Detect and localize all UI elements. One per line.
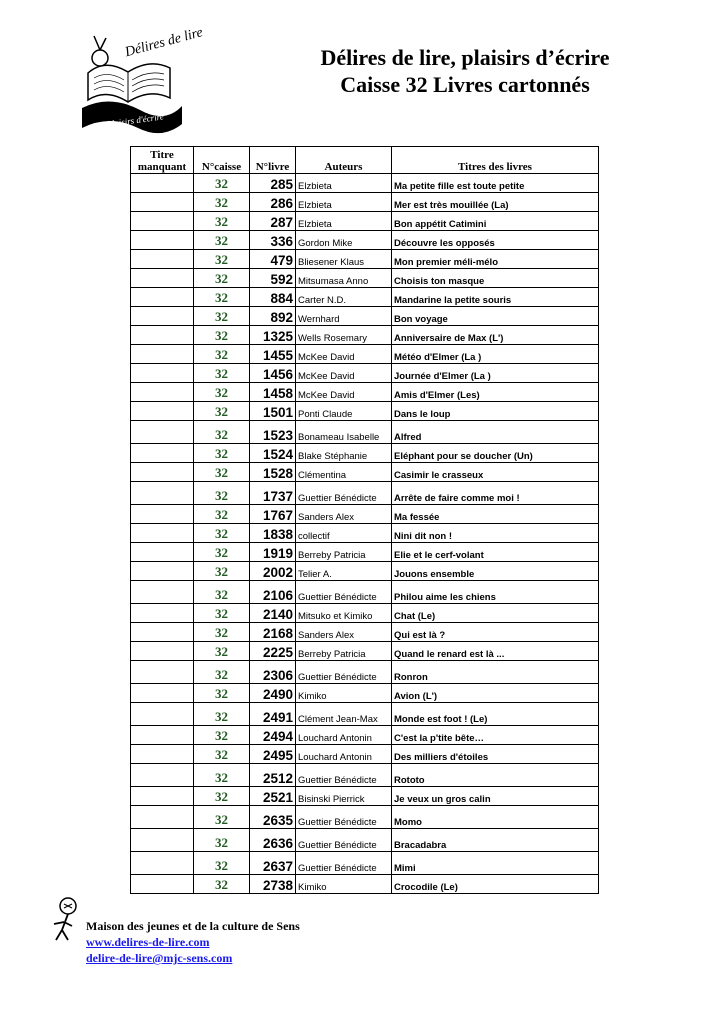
books-table [130, 146, 599, 894]
auteur-cell: Bisinski Pierrick [296, 787, 392, 806]
caisse-cell: 32 [194, 212, 250, 231]
titre-manquant-cell [131, 581, 194, 604]
table-row [131, 326, 599, 345]
titre-cell: Des milliers d'étoiles [392, 745, 599, 764]
table-row [131, 829, 599, 852]
delires-de-lire-logo [70, 25, 205, 138]
caisse-cell: 32 [194, 543, 250, 562]
caisse-cell: 32 [194, 482, 250, 505]
titre-cell: Momo [392, 806, 599, 829]
auteur-cell: Elzbieta [296, 174, 392, 193]
auteur-cell: Sanders Alex [296, 623, 392, 642]
caisse-cell: 32 [194, 684, 250, 703]
titre-manquant-cell [131, 402, 194, 421]
titre-cell: Casimir le crasseux [392, 463, 599, 482]
livre-number-cell: 2491 [250, 703, 296, 726]
titre-cell: Crocodile (Le) [392, 875, 599, 894]
caisse-cell: 32 [194, 642, 250, 661]
livre-number-cell: 2002 [250, 562, 296, 581]
livre-number-cell: 1501 [250, 402, 296, 421]
titre-cell: Nini dit non ! [392, 524, 599, 543]
table-row [131, 764, 599, 787]
titre-manquant-cell [131, 269, 194, 288]
livre-number-cell: 2636 [250, 829, 296, 852]
livre-number-cell: 336 [250, 231, 296, 250]
mjc-mascot-icon [50, 896, 80, 944]
titre-manquant-cell [131, 726, 194, 745]
table-row [131, 193, 599, 212]
footer [86, 918, 300, 966]
titre-manquant-cell [131, 444, 194, 463]
titre-manquant-cell [131, 852, 194, 875]
titre-manquant-cell [131, 193, 194, 212]
caisse-cell: 32 [194, 581, 250, 604]
livre-number-cell: 2140 [250, 604, 296, 623]
livre-number-cell: 2106 [250, 581, 296, 604]
caisse-cell: 32 [194, 806, 250, 829]
footer-website-link[interactable]: www.delires-de-lire.com [86, 935, 210, 949]
auteur-cell: Guettier Bénédicte [296, 829, 392, 852]
auteur-cell: Louchard Antonin [296, 726, 392, 745]
caisse-cell: 32 [194, 604, 250, 623]
table-row [131, 745, 599, 764]
auteur-cell: Elzbieta [296, 212, 392, 231]
auteur-cell: Clément Jean-Max [296, 703, 392, 726]
titre-manquant-cell [131, 524, 194, 543]
auteur-cell: Guettier Bénédicte [296, 806, 392, 829]
auteur-cell: Telier A. [296, 562, 392, 581]
table-row [131, 505, 599, 524]
header-titre-manquant: Titre manquant [131, 147, 194, 174]
caisse-cell: 32 [194, 852, 250, 875]
titre-manquant-cell [131, 875, 194, 894]
table-body [131, 174, 599, 894]
table-row [131, 726, 599, 745]
auteur-cell: collectif [296, 524, 392, 543]
auteur-cell: Blake Stéphanie [296, 444, 392, 463]
livre-number-cell: 479 [250, 250, 296, 269]
caisse-cell: 32 [194, 875, 250, 894]
table-row [131, 623, 599, 642]
caisse-cell: 32 [194, 174, 250, 193]
table-row [131, 402, 599, 421]
titre-cell: Quand le renard est là ... [392, 642, 599, 661]
auteur-cell: Berreby Patricia [296, 642, 392, 661]
table-row [131, 463, 599, 482]
titre-cell: Jouons ensemble [392, 562, 599, 581]
titre-manquant-cell [131, 212, 194, 231]
livre-number-cell: 2490 [250, 684, 296, 703]
titre-cell: Bon appétit Catimini [392, 212, 599, 231]
caisse-cell: 32 [194, 524, 250, 543]
caisse-cell: 32 [194, 307, 250, 326]
titre-manquant-cell [131, 787, 194, 806]
table-row [131, 703, 599, 726]
livre-number-cell: 2635 [250, 806, 296, 829]
table-row [131, 524, 599, 543]
livre-number-cell: 2494 [250, 726, 296, 745]
livre-number-cell: 592 [250, 269, 296, 288]
titre-cell: Elie et le cerf-volant [392, 543, 599, 562]
titre-cell: Mon premier méli-mélo [392, 250, 599, 269]
auteur-cell: Wernhard [296, 307, 392, 326]
table-row [131, 684, 599, 703]
livre-number-cell: 2738 [250, 875, 296, 894]
auteur-cell: Louchard Antonin [296, 745, 392, 764]
auteur-cell: Kimiko [296, 875, 392, 894]
titre-cell: Avion (L') [392, 684, 599, 703]
table-row [131, 212, 599, 231]
titre-cell: Monde est foot ! (Le) [392, 703, 599, 726]
table-row [131, 661, 599, 684]
titre-manquant-cell [131, 661, 194, 684]
caisse-cell: 32 [194, 562, 250, 581]
titre-cell: Chat (Le) [392, 604, 599, 623]
titre-cell: Alfred [392, 421, 599, 444]
caisse-cell: 32 [194, 269, 250, 288]
auteur-cell: Bonameau Isabelle [296, 421, 392, 444]
header-livre: N°livre [250, 147, 296, 174]
caisse-cell: 32 [194, 345, 250, 364]
livre-number-cell: 1325 [250, 326, 296, 345]
table-row [131, 383, 599, 402]
titre-cell: Ma fessée [392, 505, 599, 524]
table-row [131, 307, 599, 326]
header-titres: Titres des livres [392, 147, 599, 174]
table-row [131, 806, 599, 829]
titre-manquant-cell [131, 463, 194, 482]
livre-number-cell: 2512 [250, 764, 296, 787]
caisse-cell: 32 [194, 231, 250, 250]
caisse-cell: 32 [194, 787, 250, 806]
titre-manquant-cell [131, 345, 194, 364]
titre-manquant-cell [131, 703, 194, 726]
titre-manquant-cell [131, 745, 194, 764]
auteur-cell: Guettier Bénédicte [296, 852, 392, 875]
titre-cell: Météo d'Elmer (La ) [392, 345, 599, 364]
caisse-cell: 32 [194, 829, 250, 852]
auteur-cell: Wells Rosemary [296, 326, 392, 345]
titre-manquant-cell [131, 684, 194, 703]
table-row [131, 604, 599, 623]
table-row [131, 787, 599, 806]
page-title [250, 44, 680, 98]
livre-number-cell: 1523 [250, 421, 296, 444]
titre-manquant-cell [131, 231, 194, 250]
titre-manquant-cell [131, 604, 194, 623]
titre-cell: Anniversaire de Max (L') [392, 326, 599, 345]
titre-cell: Mandarine la petite souris [392, 288, 599, 307]
titre-cell: C'est la p'tite bête… [392, 726, 599, 745]
table-row [131, 364, 599, 383]
table-row [131, 174, 599, 193]
table-row [131, 875, 599, 894]
auteur-cell: Guettier Bénédicte [296, 764, 392, 787]
titre-manquant-cell [131, 250, 194, 269]
auteur-cell: Guettier Bénédicte [296, 482, 392, 505]
titre-cell: Qui est là ? [392, 623, 599, 642]
header-auteurs: Auteurs [296, 147, 392, 174]
titre-cell: Ma petite fille est toute petite [392, 174, 599, 193]
livre-number-cell: 285 [250, 174, 296, 193]
titre-cell: Ronron [392, 661, 599, 684]
titre-manquant-cell [131, 543, 194, 562]
titre-cell: Bracadabra [392, 829, 599, 852]
auteur-cell: Berreby Patricia [296, 543, 392, 562]
titre-cell: Choisis ton masque [392, 269, 599, 288]
footer-email-link[interactable]: delire-de-lire@mjc-sens.com [86, 951, 233, 965]
table-row [131, 543, 599, 562]
table-row [131, 250, 599, 269]
livre-number-cell: 2225 [250, 642, 296, 661]
livre-number-cell: 2495 [250, 745, 296, 764]
titre-cell: Amis d'Elmer (Les) [392, 383, 599, 402]
titre-manquant-cell [131, 288, 194, 307]
auteur-cell: Sanders Alex [296, 505, 392, 524]
auteur-cell: Clémentina [296, 463, 392, 482]
livre-number-cell: 1524 [250, 444, 296, 463]
footer-org: Maison des jeunes et de la culture de Sens [86, 919, 300, 933]
caisse-cell: 32 [194, 463, 250, 482]
titre-manquant-cell [131, 505, 194, 524]
caisse-cell: 32 [194, 726, 250, 745]
caisse-cell: 32 [194, 745, 250, 764]
livre-number-cell: 1838 [250, 524, 296, 543]
titre-manquant-cell [131, 421, 194, 444]
livre-number-cell: 287 [250, 212, 296, 231]
titre-manquant-cell [131, 326, 194, 345]
table-row [131, 421, 599, 444]
titre-cell: Arrête de faire comme moi ! [392, 482, 599, 505]
titre-manquant-cell [131, 829, 194, 852]
livre-number-cell: 1919 [250, 543, 296, 562]
livre-number-cell: 286 [250, 193, 296, 212]
auteur-cell: Mitsumasa Anno [296, 269, 392, 288]
caisse-cell: 32 [194, 193, 250, 212]
auteur-cell: Guettier Bénédicte [296, 581, 392, 604]
logo-top-text: Délires de lire [123, 25, 205, 61]
auteur-cell: Guettier Bénédicte [296, 661, 392, 684]
auteur-cell: Gordon Mike [296, 231, 392, 250]
table-row [131, 482, 599, 505]
titre-cell: Mer est très mouillée (La) [392, 193, 599, 212]
title-line-1: Délires de lire, plaisirs d’écrire [320, 45, 610, 70]
titre-manquant-cell [131, 642, 194, 661]
titre-manquant-cell [131, 383, 194, 402]
auteur-cell: McKee David [296, 345, 392, 364]
livre-number-cell: 1456 [250, 364, 296, 383]
caisse-cell: 32 [194, 444, 250, 463]
auteur-cell: McKee David [296, 383, 392, 402]
title-line-2: Caisse 32 Livres cartonnés [340, 72, 590, 97]
titre-manquant-cell [131, 806, 194, 829]
titre-cell: Eléphant pour se doucher (Un) [392, 444, 599, 463]
livre-number-cell: 884 [250, 288, 296, 307]
livre-number-cell: 2521 [250, 787, 296, 806]
livre-number-cell: 1737 [250, 482, 296, 505]
livre-number-cell: 1458 [250, 383, 296, 402]
livre-number-cell: 2168 [250, 623, 296, 642]
table-header-row [131, 147, 599, 174]
caisse-cell: 32 [194, 764, 250, 787]
caisse-cell: 32 [194, 703, 250, 726]
caisse-cell: 32 [194, 661, 250, 684]
livre-number-cell: 892 [250, 307, 296, 326]
titre-cell: Dans le loup [392, 402, 599, 421]
table-row [131, 562, 599, 581]
table-row [131, 345, 599, 364]
table-row [131, 231, 599, 250]
titre-cell: Journée d'Elmer (La ) [392, 364, 599, 383]
caisse-cell: 32 [194, 364, 250, 383]
titre-cell: Je veux un gros calin [392, 787, 599, 806]
auteur-cell: Kimiko [296, 684, 392, 703]
titre-manquant-cell [131, 623, 194, 642]
caisse-cell: 32 [194, 421, 250, 444]
livre-number-cell: 2306 [250, 661, 296, 684]
logo-ribbon-text: Plaisirs d'écrire [105, 111, 165, 130]
titre-manquant-cell [131, 764, 194, 787]
titre-manquant-cell [131, 364, 194, 383]
auteur-cell: Mitsuko et Kimiko [296, 604, 392, 623]
titre-cell: Bon voyage [392, 307, 599, 326]
table-row [131, 642, 599, 661]
titre-cell: Rototo [392, 764, 599, 787]
auteur-cell: McKee David [296, 364, 392, 383]
titre-manquant-cell [131, 307, 194, 326]
caisse-cell: 32 [194, 383, 250, 402]
caisse-cell: 32 [194, 250, 250, 269]
titre-cell: Philou aime les chiens [392, 581, 599, 604]
livre-number-cell: 1767 [250, 505, 296, 524]
auteur-cell: Elzbieta [296, 193, 392, 212]
titre-cell: Découvre les opposés [392, 231, 599, 250]
caisse-cell: 32 [194, 505, 250, 524]
table-row [131, 269, 599, 288]
table-row [131, 444, 599, 463]
caisse-cell: 32 [194, 402, 250, 421]
caisse-cell: 32 [194, 326, 250, 345]
livre-number-cell: 1528 [250, 463, 296, 482]
titre-manquant-cell [131, 174, 194, 193]
caisse-cell: 32 [194, 288, 250, 307]
auteur-cell: Ponti Claude [296, 402, 392, 421]
livre-number-cell: 2637 [250, 852, 296, 875]
titre-cell: Mimi [392, 852, 599, 875]
livre-number-cell: 1455 [250, 345, 296, 364]
titre-manquant-cell [131, 562, 194, 581]
table-row [131, 852, 599, 875]
auteur-cell: Bliesener Klaus [296, 250, 392, 269]
auteur-cell: Carter N.D. [296, 288, 392, 307]
caisse-cell: 32 [194, 623, 250, 642]
header-caisse: N°caisse [194, 147, 250, 174]
titre-manquant-cell [131, 482, 194, 505]
table-row [131, 581, 599, 604]
table-row [131, 288, 599, 307]
